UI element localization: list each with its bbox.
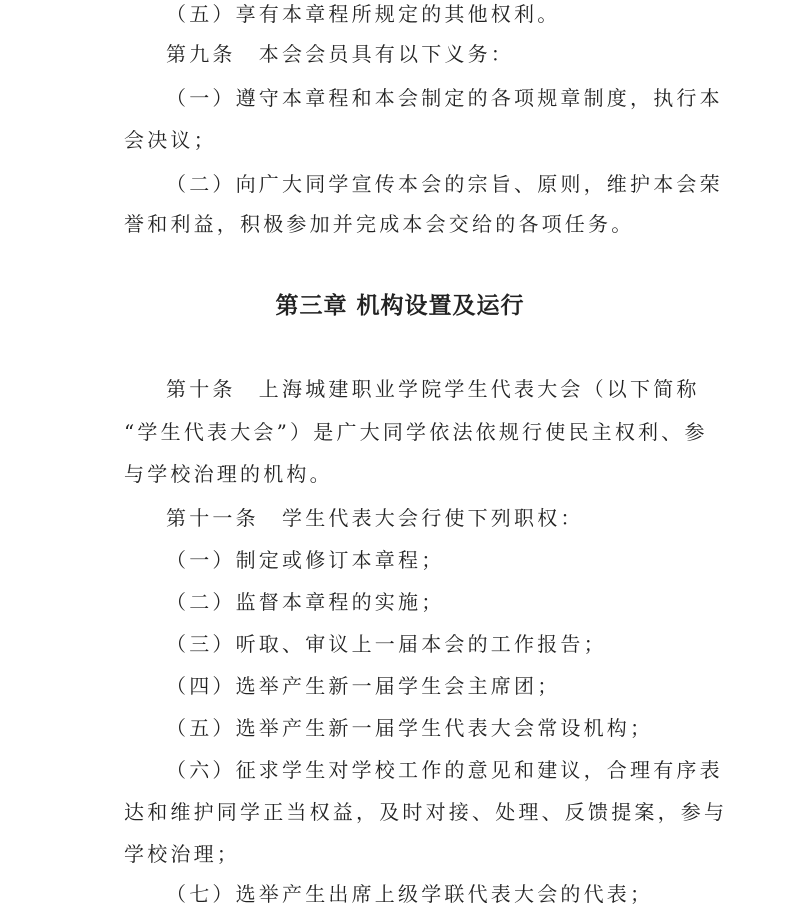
- article-11-item-6-line-3: 学校治理；: [124, 842, 240, 866]
- article-10-line-3: 与学校治理的机构。: [124, 462, 333, 486]
- article-9-item-2-line-2: 誉和利益，积极参加并完成本会交给的各项任务。: [124, 212, 635, 236]
- article-11-item-5: （五）选举产生新一届学生代表大会常设机构；: [166, 716, 654, 740]
- article-9-heading: 第九条 本会会员具有以下义务：: [166, 42, 514, 66]
- article-11-item-3: （三）听取、审议上一届本会的工作报告；: [166, 632, 607, 656]
- article-9-item-1-line-1: （一）遵守本章程和本会制定的各项规章制度，执行本: [166, 86, 723, 110]
- article-11-item-1: （一）制定或修订本章程；: [166, 548, 445, 572]
- article-9-item-2-line-1: （二）向广大同学宣传本会的宗旨、原则，维护本会荣: [166, 172, 723, 196]
- article-11-item-7: （七）选举产生出席上级学联代表大会的代表；: [166, 882, 654, 906]
- article-8-item-5: （五）享有本章程所规定的其他权利。: [166, 2, 561, 26]
- article-10-line-1: 第十条 上海城建职业学院学生代表大会（以下简称: [166, 377, 700, 401]
- chapter-3-title: 第三章 机构设置及运行: [275, 292, 525, 319]
- article-11-item-6-line-2: 达和维护同学正当权益，及时对接、处理、反馈提案，参与: [124, 800, 728, 824]
- article-9-item-1-line-2: 会决议；: [124, 128, 217, 152]
- article-11-item-2: （二）监督本章程的实施；: [166, 590, 445, 614]
- article-11-item-4: （四）选举产生新一届学生会主席团；: [166, 674, 561, 698]
- article-11-item-6-line-1: （六）征求学生对学校工作的意见和建议，合理有序表: [166, 758, 723, 782]
- article-10-line-2: “学生代表大会”）是广大同学依法依规行使民主权利、参: [124, 420, 708, 444]
- article-11-heading: 第十一条 学生代表大会行使下列职权：: [166, 506, 584, 530]
